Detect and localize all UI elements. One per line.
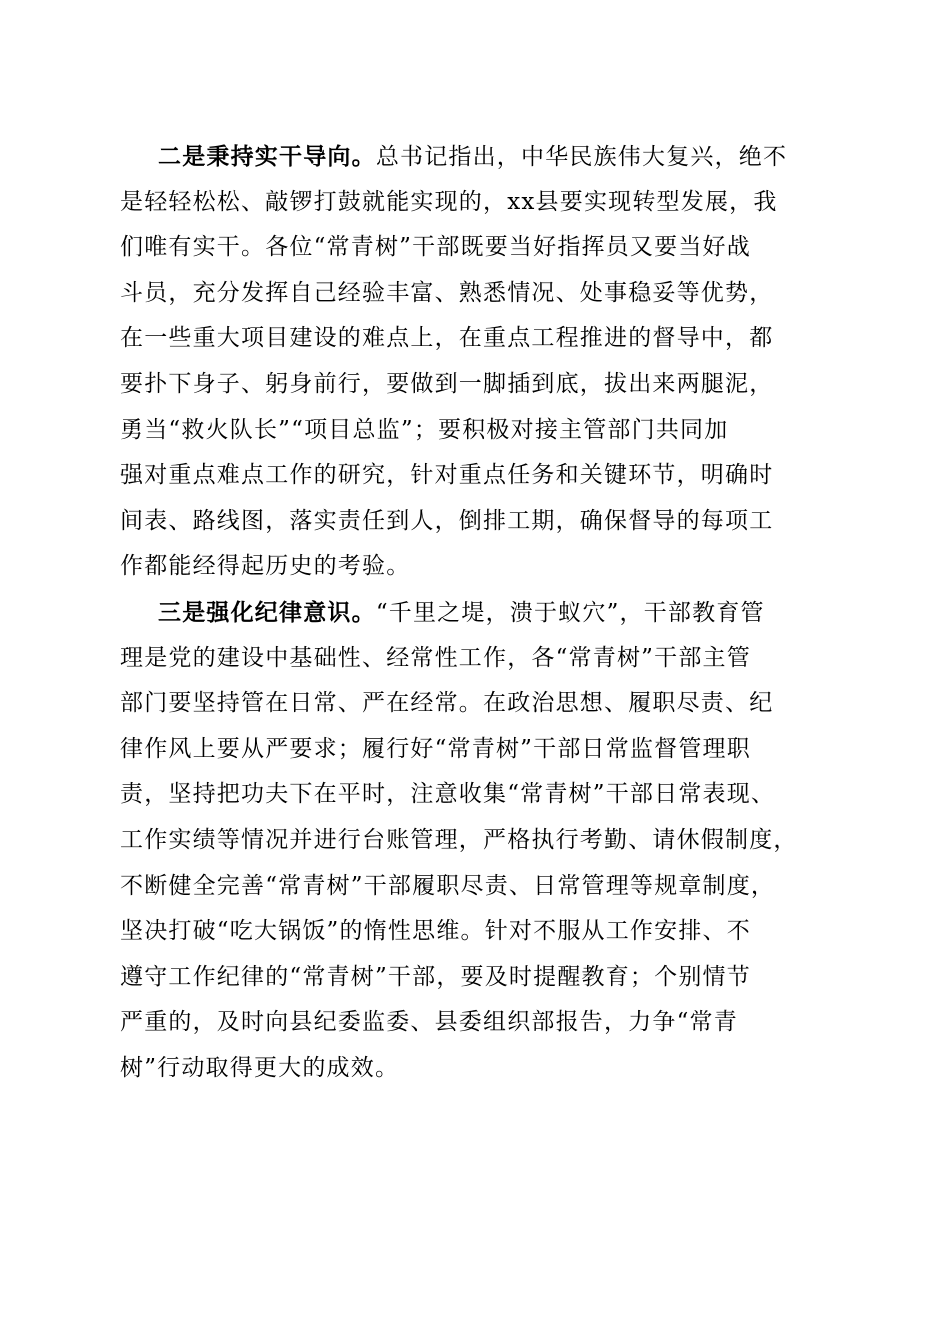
paragraph-line: 在一些重大项目建设的难点上，在重点工程推进的督导中，都 [120,325,774,352]
paragraph-line: 们唯有实干。各位“常青树”干部既要当好指挥员又要当好战 [120,234,751,261]
paragraph-line-text: 总书记指出，中华民族伟大复兴，绝不 [375,144,788,170]
paragraph-line: 强对重点难点工作的研究，针对重点任务和关键环节，明确时 [120,462,774,489]
paragraph-line-text: “千里之堤，溃于蚁穴”，干部教育管 [375,599,765,626]
paragraph-line: 斗员，充分发挥自己经验丰富、熟悉情况、处事稳妥等优势， [120,279,774,306]
paragraph-line: 严重的，及时向县纪委监委、县委组织部报告，力争“常青 [120,1009,738,1036]
paragraph-line: 坚决打破“吃大锅饭”的惰性思维。针对不服从工作安排、不 [120,918,751,945]
paragraph-line: 工作实绩等情况并进行台账管理，严格执行考勤、请休假制度， [120,826,798,853]
document-body [120,134,836,1091]
paragraph-line: 树”行动取得更大的成效。 [120,1054,400,1081]
paragraph-line [120,590,836,636]
paragraph-line: 要扑下身子、躬身前行，要做到一脚插到底，拔出来两腿泥， [120,370,774,397]
paragraph-line: 间表、路线图，落实责任到人，倒排工期，确保督导的每项工 [120,507,774,534]
paragraph-line: 不断健全完善“常青树”干部履职尽责、日常管理等规章制度， [120,872,776,899]
paragraph-lead: 二是秉持实干导向。 [158,143,376,170]
paragraph-line: 是轻轻松松、敲锣打鼓就能实现的，xx县要实现转型发展，我 [120,188,778,215]
paragraph-practical-orientation [120,134,836,590]
paragraph-line: 律作风上要从严要求；履行好“常青树”干部日常监督管理职 [120,735,751,762]
paragraph-line: 部门要坚持管在日常、严在经常。在政治思想、履职尽责、纪 [120,690,774,717]
paragraph-line [120,134,836,180]
paragraph-line: 理是党的建设中基础性、经常性工作，各“常青树”干部主管 [120,644,751,671]
paragraph-discipline-awareness [120,590,836,1092]
paragraph-line: 勇当“救火队长”“项目总监”；要积极对接主管部门共同加 [120,416,729,443]
paragraph-line: 遵守工作纪律的“常青树”干部，要及时提醒教育；个别情节 [120,963,751,990]
paragraph-line: 责，坚持把功夫下在平时，注意收集“常青树”干部日常表现、 [120,781,776,808]
paragraph-line: 作都能经得起历史的考验。 [120,553,411,580]
paragraph-lead: 三是强化纪律意识。 [158,598,376,626]
